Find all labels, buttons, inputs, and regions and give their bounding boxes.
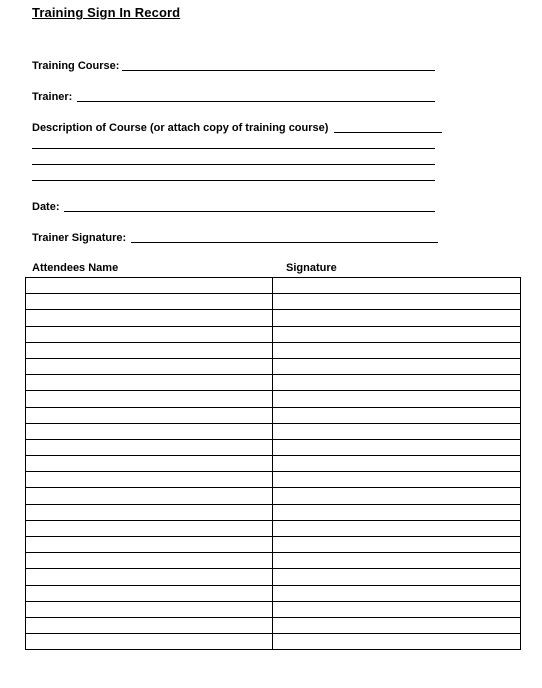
description-line-3[interactable]	[32, 164, 435, 165]
table-row	[26, 617, 521, 633]
attendee-name-cell[interactable]	[26, 601, 273, 617]
attendee-signature-cell[interactable]	[273, 472, 521, 488]
attendee-name-cell[interactable]	[26, 278, 273, 294]
attendee-signature-cell[interactable]	[273, 520, 521, 536]
attendee-name-cell[interactable]	[26, 358, 273, 374]
attendee-name-cell[interactable]	[26, 617, 273, 633]
attendee-name-cell[interactable]	[26, 423, 273, 439]
attendee-name-cell[interactable]	[26, 342, 273, 358]
table-row	[26, 520, 521, 536]
attendee-signature-cell[interactable]	[273, 278, 521, 294]
table-row	[26, 472, 521, 488]
table-row	[26, 310, 521, 326]
attendee-signature-cell[interactable]	[273, 439, 521, 455]
table-row	[26, 326, 521, 342]
attendee-name-cell[interactable]	[26, 569, 273, 585]
attendee-signature-cell[interactable]	[273, 423, 521, 439]
table-row	[26, 294, 521, 310]
attendee-signature-cell[interactable]	[273, 537, 521, 553]
attendee-signature-cell[interactable]	[273, 391, 521, 407]
attendee-signature-cell[interactable]	[273, 456, 521, 472]
trainer-label: Trainer:	[32, 91, 73, 103]
table-row	[26, 601, 521, 617]
training-course-line[interactable]	[122, 70, 435, 71]
table-row	[26, 504, 521, 520]
form-title: Training Sign In Record	[32, 5, 181, 20]
table-row	[26, 342, 521, 358]
attendee-signature-cell[interactable]	[273, 553, 521, 569]
attendee-name-cell[interactable]	[26, 553, 273, 569]
trainer-line[interactable]	[77, 101, 435, 102]
attendee-name-cell[interactable]	[26, 504, 273, 520]
attendee-signature-cell[interactable]	[273, 358, 521, 374]
table-row	[26, 488, 521, 504]
attendees-table	[25, 277, 521, 650]
trainer-signature-label: Trainer Signature:	[32, 232, 127, 244]
description-line-2[interactable]	[32, 148, 435, 149]
trainer-signature-line[interactable]	[131, 242, 438, 243]
attendee-signature-cell[interactable]	[273, 294, 521, 310]
table-row	[26, 278, 521, 294]
attendee-signature-cell[interactable]	[273, 569, 521, 585]
attendee-name-cell[interactable]	[26, 537, 273, 553]
attendee-name-cell[interactable]	[26, 294, 273, 310]
table-row	[26, 358, 521, 374]
date-label: Date:	[32, 201, 60, 213]
attendee-name-cell[interactable]	[26, 585, 273, 601]
table-row	[26, 375, 521, 391]
table-row	[26, 569, 521, 585]
attendees-name-header: Attendees Name	[32, 262, 119, 274]
attendee-name-cell[interactable]	[26, 472, 273, 488]
attendee-signature-cell[interactable]	[273, 601, 521, 617]
table-row	[26, 439, 521, 455]
attendee-signature-cell[interactable]	[273, 407, 521, 423]
attendee-signature-cell[interactable]	[273, 488, 521, 504]
attendee-name-cell[interactable]	[26, 439, 273, 455]
attendee-name-cell[interactable]	[26, 634, 273, 650]
attendee-name-cell[interactable]	[26, 310, 273, 326]
date-line[interactable]	[64, 211, 435, 212]
table-row	[26, 553, 521, 569]
description-line[interactable]	[334, 132, 442, 133]
attendee-signature-cell[interactable]	[273, 342, 521, 358]
attendee-name-cell[interactable]	[26, 326, 273, 342]
table-row	[26, 585, 521, 601]
attendee-name-cell[interactable]	[26, 488, 273, 504]
signature-header: Signature	[286, 262, 337, 274]
attendee-name-cell[interactable]	[26, 375, 273, 391]
attendee-signature-cell[interactable]	[273, 310, 521, 326]
attendee-signature-cell[interactable]	[273, 617, 521, 633]
table-row	[26, 537, 521, 553]
table-row	[26, 456, 521, 472]
attendee-name-cell[interactable]	[26, 407, 273, 423]
table-row	[26, 423, 521, 439]
description-line-4[interactable]	[32, 180, 435, 181]
attendee-name-cell[interactable]	[26, 391, 273, 407]
attendee-signature-cell[interactable]	[273, 634, 521, 650]
attendee-signature-cell[interactable]	[273, 375, 521, 391]
training-course-label: Training Course:	[32, 60, 120, 72]
description-label: Description of Course (or attach copy of training course)	[32, 122, 329, 134]
attendee-signature-cell[interactable]	[273, 585, 521, 601]
attendee-signature-cell[interactable]	[273, 504, 521, 520]
attendee-name-cell[interactable]	[26, 456, 273, 472]
table-row	[26, 391, 521, 407]
table-row	[26, 634, 521, 650]
table-row	[26, 407, 521, 423]
attendee-signature-cell[interactable]	[273, 326, 521, 342]
attendee-name-cell[interactable]	[26, 520, 273, 536]
